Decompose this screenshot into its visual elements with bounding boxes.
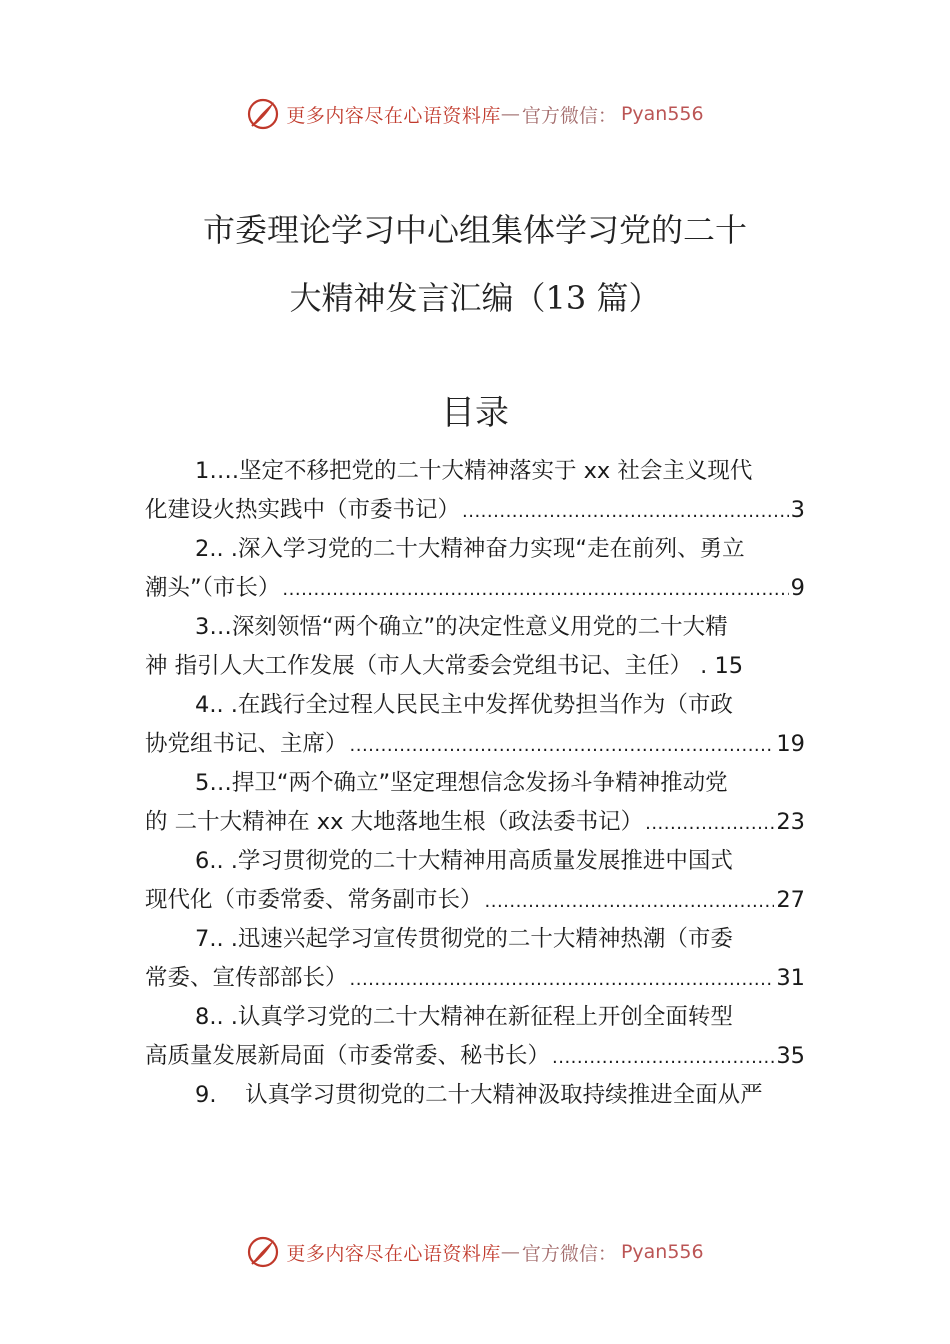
toc-entry-subtitle: 化建设火热实践中（市委书记）: [145, 497, 461, 523]
toc-entry[interactable]: [145, 842, 805, 920]
toc-entry[interactable]: [145, 452, 805, 530]
quill-logo-icon: [246, 97, 280, 131]
toc-entry-title: 1….坚定不移把党的二十大精神落实于 xx 社会主义现代: [195, 458, 753, 484]
toc-entry-title: 6.. .学习贯彻党的二十大精神用高质量发展推进中国式: [195, 848, 733, 874]
quill-logo-icon: [246, 1235, 280, 1269]
toc-page-number: . 15: [700, 653, 744, 679]
toc-entry-title: 2.. .深入学习党的二十大精神奋力实现“走在前列、勇立: [195, 536, 745, 562]
footer-banner: [0, 1232, 950, 1272]
toc-page-number: 3: [790, 497, 805, 523]
toc-entry[interactable]: [145, 920, 805, 998]
toc-entry-subtitle: 高质量发展新局面（市委常委、秘书长）: [145, 1043, 551, 1069]
toc-entry[interactable]: [145, 764, 805, 842]
toc-leader-dots: [462, 492, 789, 531]
toc-page-number: 23: [776, 809, 805, 835]
toc-page-number: 9: [790, 575, 805, 601]
toc-entry-title: 4.. .在践行全过程人民民主中发挥优势担当作为（市政: [195, 692, 733, 718]
toc-entry-subtitle: 常委、宣传部部长）: [145, 965, 348, 991]
banner-text: 更多内容尽在心语资料库: [286, 1242, 501, 1265]
toc-entry-title: 5…捍卫“两个确立”坚定理想信念发扬斗争精神推动党: [195, 770, 728, 796]
banner-wechat-id: Pyan556: [620, 103, 704, 125]
table-of-contents: [145, 452, 805, 1115]
toc-leader-dots: [282, 570, 788, 609]
document-title-line-2: 大精神发言汇编（13 篇）: [289, 279, 661, 317]
toc-page-number: 35: [776, 1043, 805, 1069]
toc-entry-title: 3…深刻领悟“两个确立”的决定性意义用党的二十大精: [195, 614, 728, 640]
banner-dash: —: [500, 103, 520, 125]
toc-entry-title: 9. 认真学习贯彻党的二十大精神汲取持续推进全面从严: [195, 1082, 763, 1108]
banner-dash: —: [500, 1241, 520, 1263]
toc-entry[interactable]: [145, 1076, 805, 1115]
toc-page-number: 31: [776, 965, 805, 991]
toc-leader-dots: [350, 726, 775, 765]
toc-entry-subtitle: 神 指引人大工作发展（市人大常委会党组书记、主任）: [145, 653, 693, 679]
toc-leader-dots: [485, 882, 775, 921]
banner-text: 更多内容尽在心语资料库: [286, 104, 501, 127]
toc-entry[interactable]: [145, 686, 805, 764]
toc-leader-dots: [552, 1038, 774, 1077]
toc-entry-subtitle: 协党组书记、主席）: [145, 731, 348, 757]
toc-heading: 目录: [441, 393, 509, 433]
header-banner: [0, 94, 950, 134]
toc-leader-dots: [350, 960, 775, 999]
toc-entry-title: 8.. .认真学习党的二十大精神在新征程上开创全面转型: [195, 1004, 733, 1030]
banner-wechat-label: 官方微信：: [521, 104, 617, 127]
toc-entry[interactable]: [145, 530, 805, 608]
toc-page-number: 19: [776, 731, 805, 757]
toc-entry-subtitle: 潮头”（市长）: [145, 575, 281, 601]
toc-page-number: 27: [776, 887, 805, 913]
toc-leader-dots: [645, 804, 774, 843]
toc-entry-subtitle: 现代化（市委常委、常务副市长）: [145, 887, 483, 913]
toc-entry[interactable]: [145, 998, 805, 1076]
banner-wechat-label: 官方微信：: [521, 1242, 617, 1265]
toc-entry-subtitle: 的 二十大精神在 xx 大地落地生根（政法委书记）: [145, 809, 644, 835]
toc-entry-title: 7.. .迅速兴起学习宣传贯彻党的二十大精神热潮（市委: [195, 926, 733, 952]
banner-wechat-id: Pyan556: [620, 1241, 704, 1263]
document-title-line-1: 市委理论学习中心组集体学习党的二十: [202, 211, 747, 249]
toc-entry[interactable]: [145, 608, 805, 686]
